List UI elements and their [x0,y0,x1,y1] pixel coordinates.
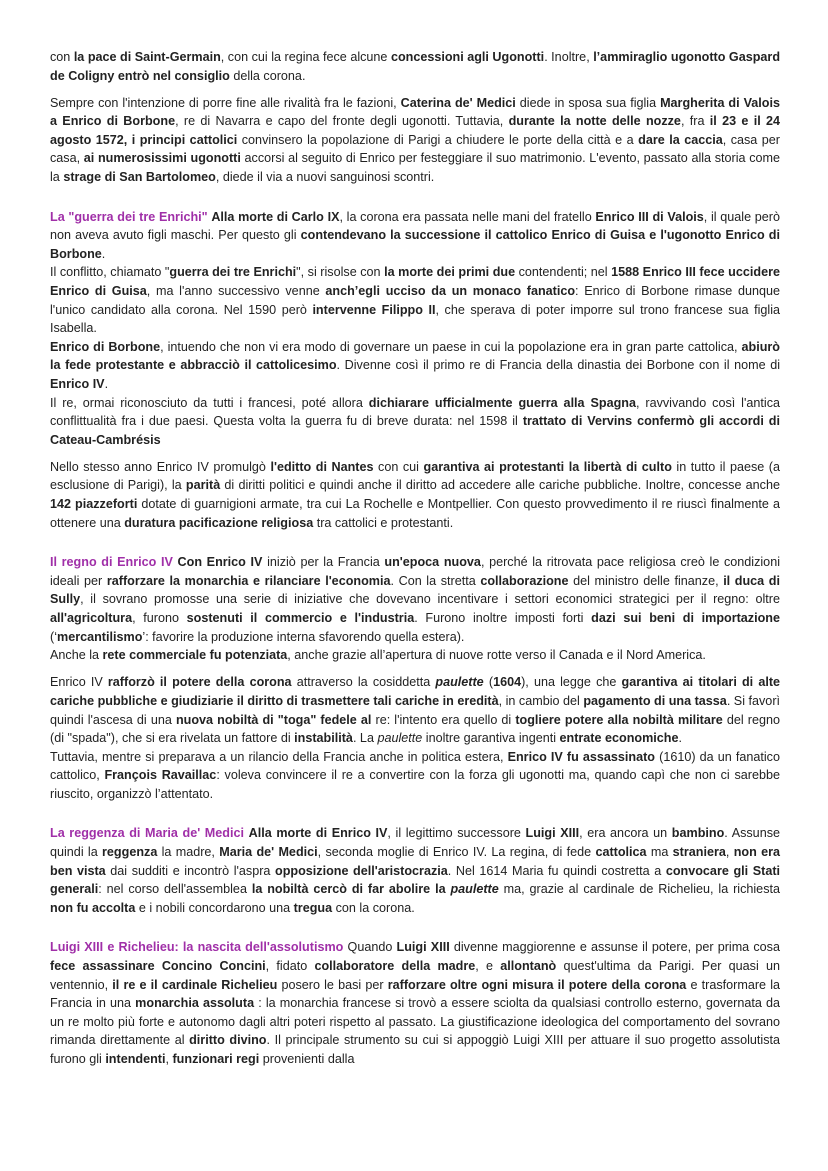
bold-text: tregua [293,900,333,915]
text-run: Sempre con l'intenzione di porre fine alle rivalità fra le fazioni, [50,95,401,110]
bold-text: monarchia assoluta [135,996,255,1011]
bold-text: 1604 [493,675,522,690]
bold-text: convocare gli Stati generali [50,863,781,897]
paragraph [50,48,780,85]
bold-text: diritto divino [189,1033,267,1048]
bold-text: l’ammiraglio ugonotto Gaspard de Coligny entrò nel consiglio [50,50,781,83]
paragraph-line [50,338,780,394]
paragraph-line [50,208,780,264]
text-run: . Divenne così il primo re di Francia della dinastia dei Borbone con il nome di [336,358,781,373]
text-run: Il conflitto, chiamato " [50,265,170,280]
bold-text: non fu accolta [50,900,136,915]
bold-text: sostenuti il commercio e l'industria [186,611,415,626]
text-run: provenienti dalla [259,1052,355,1066]
text-run: Nello stesso anno Enrico IV promulgò [50,459,271,474]
text-run: della corona. [229,68,306,83]
section-heading: La "guerra dei tre Enrichi" [50,209,208,224]
text-run: ", si risolse con [296,265,385,280]
text-run: , in cambio del [498,693,584,708]
bold-text: contendevano la successione il cattolico Enrico di Guisa e l'ugonotto Enrico di Borbone [50,228,780,261]
text-run: posero le basi per [277,977,388,992]
bold-text: concessioni agli Ugonotti [390,50,545,64]
text-run: , diede il via a nuovi sanguinosi scontri. [215,170,435,185]
bold-text: Alla morte di Carlo IX [211,209,340,224]
text-run: , fra [680,114,710,129]
bold-text: la morte dei primi due [384,265,516,280]
section-heading: La reggenza di Maria de' Medici [50,826,244,841]
bold-text: garantiva ai titolari di alte cariche pubbliche e giudiziarie il diritto di trasmettere tali cariche in eredità [50,675,781,708]
bold-text: Luigi XIII [525,826,580,841]
text-run: , perché la ritrovata pace religiosa creò le condizioni ideali per [50,555,780,588]
bold-text: pagamento di una tassa [583,693,727,708]
text-run: (1610) da un fanatico cattolico, [50,749,780,783]
bold-text: parità [185,478,221,493]
bold-text: François Ravaillac [104,768,217,783]
bold-text: collaboratore della madre [314,959,476,974]
text-run: . [101,246,106,261]
bold-text: entrate economiche [559,731,679,746]
text-run: convinsero la popolazione di Parigi a chiudere le porte della città e a [237,132,639,147]
bold-text: Alla morte di Enrico IV [248,826,388,841]
bold-text: il duca di Sully [50,573,780,607]
text-run: ma [646,845,673,860]
bold-text: durante la notte delle nozze [508,114,681,129]
text-run: . Furono inoltre imposti forti [414,611,592,626]
text-run: ’: favorire la produzione interna sfavorendo quella estera). [142,629,465,644]
text-run: . Nel 1614 Maria fu quindi costretta a [447,863,666,878]
bold-text: dazi sui beni di importazione [591,611,780,626]
text-run: del regno (di "spada"), che si era rivelata un fattore di [50,712,780,746]
bold-text: collaborazione [480,573,569,588]
text-run: re: l'intento era quello di [371,712,516,727]
text-run: : voleva convincere il re a convertire con la forza gli ugonotti ma, quando capì che non ci sarebbe riuscito, organizzò l’attentato. [50,768,780,801]
paragraph-line [50,553,780,646]
bold-text: fece assassinare Concino Concini [50,959,266,974]
bold-text: garantiva ai protestanti la libertà di culto [423,459,672,474]
text-run: contendenti; nel [515,265,612,280]
text-run: , fidato [265,959,315,974]
text-run: con la corona. [332,900,415,915]
bold-text: abiurò la fede protestante e abbracciò il cattolicesimo [50,339,780,373]
bold-text: 142 piazzeforti [50,497,138,512]
text-run: , [165,1052,173,1066]
text-run: dai sudditi e incontrò l'aspra [105,863,275,878]
bold-text: nuova nobiltà di "toga" fedele al [175,712,372,727]
paragraph-line [50,673,780,747]
text-run: , intuendo che non vi era modo di governare un paese in cui la popolazione era in gran parte cattolica, [160,339,742,354]
bold-text: funzionari regi [172,1052,260,1066]
text-run: attraverso la cosiddetta [291,675,436,690]
bold-text: non era ben vista [50,845,780,878]
bold-text: instabilità [294,731,353,746]
paragraph [50,673,780,803]
bold-text: rafforzò il potere della corona [107,675,292,690]
text-run: e trasformare la Francia in una [50,977,780,1011]
text-run: di diritti politici e quindi anche il diritto ad accedere alle cariche pubbliche. Inoltre, concesse anche [220,478,780,493]
text-run: quest'ultima da Parigi. Per quasi un ventennio, [50,959,781,992]
bold-text: all'agricoltura [50,611,133,626]
bold-text: Enrico IV [50,377,105,391]
text-run: . Si favorì quindi l'ascesa di una [50,693,781,727]
bold-text: reggenza [102,845,158,860]
bold-text: la nobiltà cercò di far abolire la [251,882,451,897]
text-run: , ravvivando così l'antica conflittualità fra i due paesi. Questa volta la guerra fu di breve durata: nel 1598 il [50,395,780,429]
paragraph [50,458,780,532]
bold-text: la pace di Saint-Germain [73,50,221,64]
bold-text: intervenne Filippo II [312,302,436,317]
section-heading: Il regno di Enrico IV [50,555,173,570]
text-run: , casa per casa, [50,132,780,166]
text-run: : Enrico di Borbone rimase dunque l'unico candidato alla corona. Nel 1590 però [50,284,780,317]
bold-text: Margherita di Valois a Enrico di Borbone [50,95,780,129]
paragraph-line [50,748,780,804]
text-run: Quando [343,940,397,955]
bold-text: rete commerciale fu potenziata [102,648,288,663]
bold-text: mercantilismo [57,629,143,644]
bold-text: Enrico di Borbone [50,339,161,354]
bold-text: cattolica [595,845,647,860]
text-run: , il sovrano promosse una serie di iniziative che dovevano incentivare i settori economici strategici per il regno: oltre [80,592,780,607]
bold-text: dichiarare ufficialmente guerra alla Spagna [368,395,636,410]
bold-text: l'editto di Nantes [270,459,374,474]
text-run: . [678,731,682,746]
text-run: . Il principale strumento su cui si appoggiò Luigi XIII per attuare il suo progetto assolutista furono gli [50,1033,780,1066]
bold-text: strage di San Bartolomeo [63,170,216,185]
bold-text: il 23 e il 24 agosto 1572, i principi cattolici [50,114,781,147]
text-run: . Inoltre, [544,50,594,64]
bold-text: straniera [672,845,726,860]
bold-italic-text: paulette [435,675,484,690]
paragraph [50,94,780,187]
text-run: . La [352,731,378,746]
text-run: divenne maggiorenne e assunse il potere, per prima cosa [449,940,780,955]
text-run: inoltre garantiva ingenti [422,731,560,746]
text-run: accorsi al seguito di Enrico per festeggiare il suo matrimonio. L'evento, passato alla storia come la [50,151,780,185]
bold-text: un'epoca nuova [384,555,481,570]
text-run: , [725,845,734,860]
bold-text: dare la caccia [638,132,723,147]
text-run: tra cattolici e protestanti. [313,515,454,530]
bold-text: trattato di Vervins confermò gli accordi di Cateau-Cambrésis [50,414,781,447]
text-run: , e [475,959,501,974]
bold-text: Con Enrico IV [177,555,263,570]
text-run: , re di Navarra e capo del fronte degli ugonotti. Tuttavia, [175,114,509,129]
bold-text: duratura pacificazione religiosa [124,515,314,530]
paragraph [50,824,780,917]
text-run: dotate di guarnigioni armate, tra cui La Rochelle e Montpellier. Con questo provvedimento il re riuscì finalmente a ottenere una [50,497,780,530]
text-run: ( [483,675,494,690]
bold-text: allontanò [500,959,557,974]
text-run: in tutto il paese (a esclusione di Parigi), la [50,459,780,493]
text-run: . [104,377,109,391]
section-heading: Luigi XIII e Richelieu: la nascita dell'assolutismo [50,940,344,955]
text-run: iniziò per la Francia [262,555,385,570]
bold-text: bambino [671,826,725,841]
text-run: , ma l'anno successivo venne [146,284,326,299]
text-run: (‘ [50,629,57,644]
bold-text: Caterina de' Medici [400,95,516,110]
bold-text: togliere potere alla nobiltà militare [515,712,723,727]
text-run: ), una legge che [521,675,622,690]
italic-text: paulette [377,731,423,746]
bold-text: intendenti [105,1052,166,1066]
text-run: : la monarchia francese si trovò a essere sciolta da qualsiasi controllo esterno, governata da un re molto più forte e autonomo dagli altri poteri rispetto al passato. La giustificazione ideologica del comportamento del sovrano rimanda direttamente al [50,996,780,1048]
bold-text: anch’egli ucciso da un monaco fanatico [325,284,576,299]
text-run: , anche grazie all’apertura di nuove rotte verso il Canada e il Nord America. [287,648,706,663]
bold-text: il re e il cardinale Richelieu [112,977,278,992]
paragraph [50,938,780,1068]
text-run: , seconda moglie di Enrico IV. La regina, di fede [317,845,596,860]
bold-text: Maria de' Medici [219,845,318,860]
text-run: , che sperava di poter imporre sul trono francese sua figlia Isabella. [50,302,781,336]
bold-text: rafforzare oltre ogni misura il potere della corona [387,977,687,992]
text-run: Tuttavia, mentre si preparava a un rilancio della Francia anche in politica estera, [50,749,508,764]
text-run: : nel corso dell'assemblea [98,882,252,897]
text-run: ma, grazie al cardinale de Richelieu, la richiesta [498,882,780,897]
text-run: del ministro delle finanze, [568,573,724,588]
bold-text: Luigi XIII [396,940,450,955]
text-run: la madre, [157,845,220,860]
text-run: , era ancora un [579,826,672,841]
text-run: , con cui la regina fece alcune [220,50,391,64]
text-run: Anche la [50,648,103,663]
text-run: , la corona era passata nelle mani del fratello [339,209,596,224]
paragraph [50,208,780,450]
bold-italic-text: paulette [450,882,499,897]
bold-text: rafforzare la monarchia e rilanciare l'economia [106,573,391,588]
text-run: e i nobili concordarono una [135,900,294,915]
bold-text: guerra dei tre Enrichi [169,265,297,280]
text-run: . Assunse quindi la [50,826,780,860]
bold-text: ai numerosissimi ugonotti [83,151,241,166]
bold-text: opposizione dell'aristocrazia [275,863,448,878]
text-run: Enrico IV [50,675,108,690]
text-run: , il legittimo successore [387,826,526,841]
paragraph [50,553,780,665]
document-page [50,48,780,1077]
bold-text: Enrico IV fu assassinato [507,749,656,764]
text-run: diede in sposa sua figlia [515,95,661,110]
text-run: . Con la stretta [390,573,481,588]
text-run: con cui [373,459,424,474]
text-run: , furono [132,611,187,626]
text-run: , il quale però non aveva avuto figli maschi. Per questo gli [50,209,780,243]
bold-text: Enrico III di Valois [595,209,704,224]
bold-text: 1588 Enrico III fece uccidere Enrico di Guisa [50,265,780,299]
paragraph-line [50,263,780,337]
paragraph-line [50,394,780,450]
text-run: Il re, ormai riconosciuto da tutti i francesi, poté allora [50,395,369,410]
text-run: con [50,50,74,64]
paragraph-line [50,646,780,665]
